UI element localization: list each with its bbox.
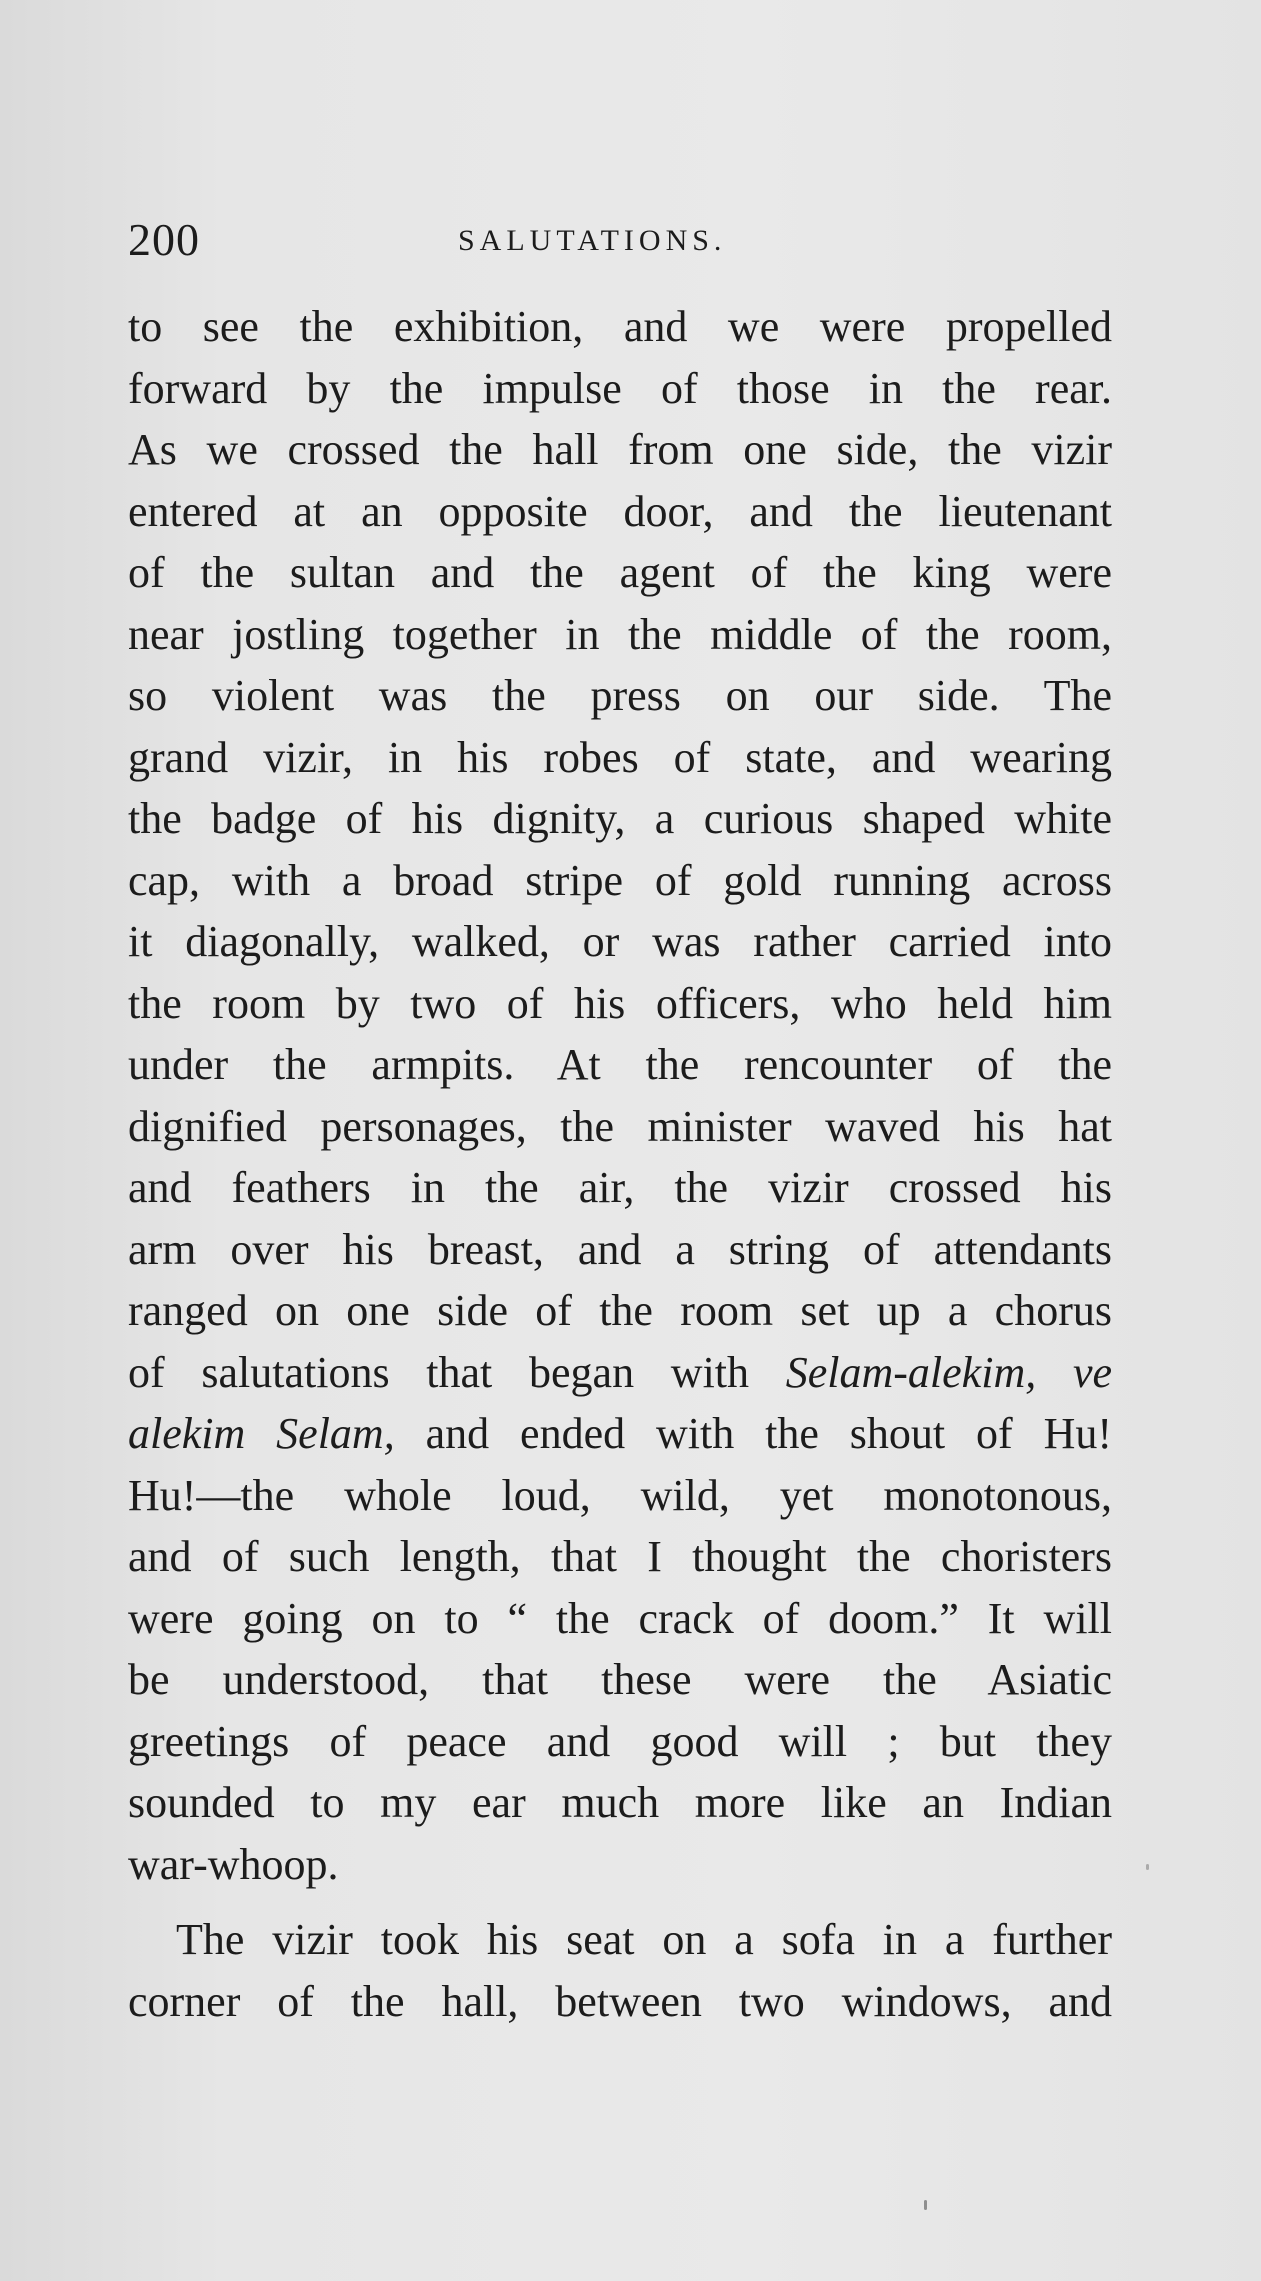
text-segment: and ended with the shout of Hu! [394,1409,1113,1458]
text-line-paragraph-end: war-whoop. [128,1839,339,1889]
text-line-alekim [128,1403,1112,1465]
text-line: ranged on one side of the room set up a chorus [128,1286,1112,1335]
paper-speck [924,2200,927,2210]
text-line: greetings of peace and good will ; but they [128,1716,1112,1766]
text-line: forward by the impulse of those in the rear. [128,363,1112,413]
text-line: of the sultan and the agent of the king were [128,548,1112,597]
text-line: the badge of his dignity, a curious shaped white [128,794,1112,843]
text-line: and feathers in the air, the vizir crossed his [128,1163,1112,1212]
paper-speck [1146,1864,1149,1870]
text-line: Hu!—the whole loud, wild, yet monotonous, [128,1470,1112,1520]
text-line: dignified personages, the minister waved his hat [128,1101,1112,1151]
text-line: entered at an opposite door, and the lieutenant [128,486,1112,536]
running-head: SALUTATIONS. [458,224,727,257]
text-line: sounded to my ear much more like an Indian [128,1778,1112,1827]
text-line: cap, with a broad stripe of gold running across [128,855,1112,905]
text-line: and of such length, that I thought the choristers [128,1532,1112,1581]
text-line: be understood, that these were the Asiatic [128,1655,1112,1704]
text-segment: of salutations that began with [128,1347,786,1397]
text-line: the room by two of his officers, who held him [128,978,1112,1028]
text-line: grand vizir, in his robes of state, and wearing [128,732,1112,782]
page-header [128,210,1128,270]
text-line: As we crossed the hall from one side, the vizir [128,425,1112,474]
italic-phrase: Selam-alekim, ve [785,1347,1112,1397]
text-line: near jostling together in the middle of the room, [128,609,1112,659]
text-line: to see the exhibition, and we were propelled [128,302,1112,351]
italic-phrase: alekim Selam, [128,1409,395,1458]
text-line-paragraph-start: The vizir took his seat on a sofa in a further [176,1915,1112,1964]
text-line: it diagonally, walked, or was rather carried into [128,917,1112,966]
text-line: were going on to “ the crack of doom.” It will [128,1593,1112,1643]
page-number: 200 [128,214,200,265]
text-line: arm over his breast, and a string of attendants [128,1224,1112,1274]
paragraph-gap [128,1895,1112,1909]
text-line: under the armpits. At the rencounter of the [128,1040,1112,1089]
body-text [128,296,1112,2032]
text-line: corner of the hall, between two windows, and [128,1976,1112,2026]
text-line-salutations [128,1342,1112,1404]
text-line: so violent was the press on our side. The [128,671,1112,720]
